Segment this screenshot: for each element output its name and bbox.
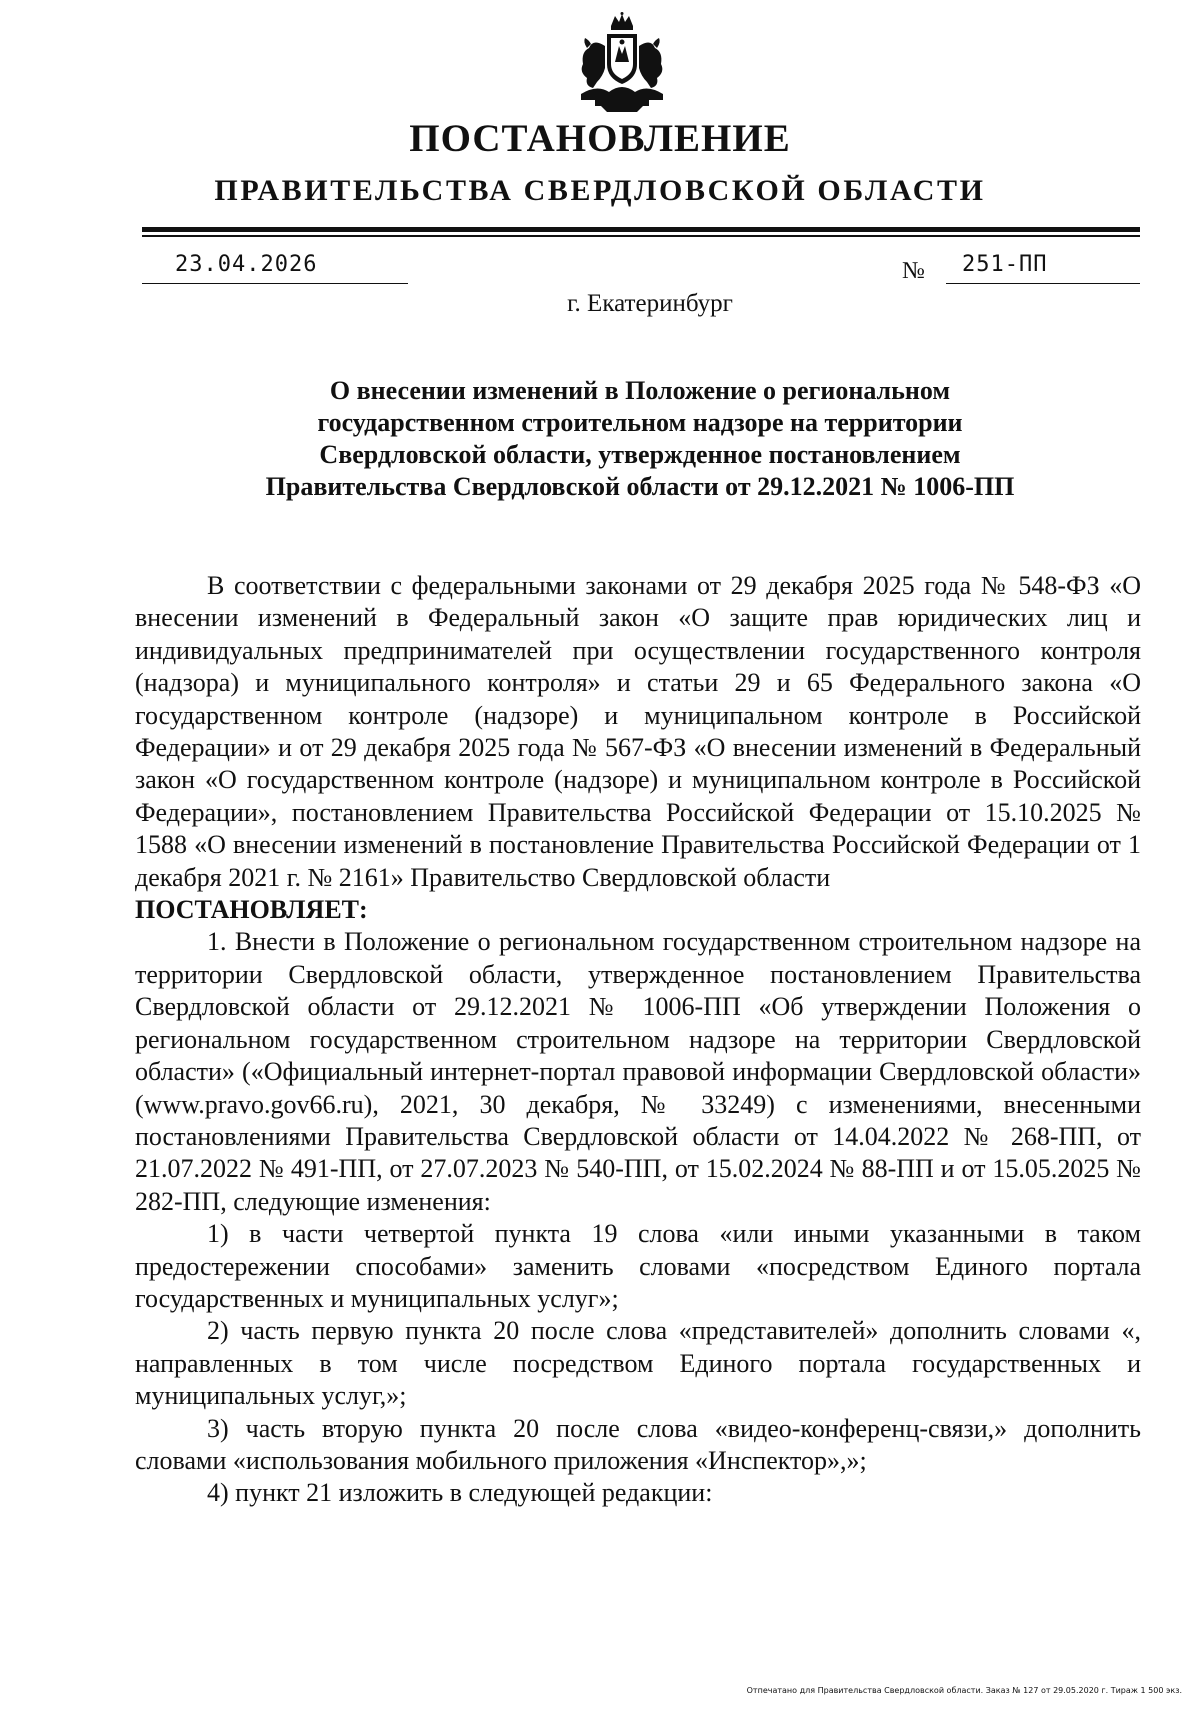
issuing-authority: ПРАВИТЕЛЬСТВА СВЕРДЛОВСКОЙ ОБЛАСТИ (214, 174, 986, 207)
print-note: Отпечатано для Правительства Свердловской области. Заказ № 127 от 29.05.2020 г. Тираж 1 500 экз. (746, 1686, 1182, 1695)
city-name: г. Екатеринбург (567, 290, 733, 317)
subitem-4-paragraph: 4) пункт 21 изложить в следующей редакции: (207, 1478, 713, 1508)
coat-of-arms-icon (567, 12, 677, 114)
heading-line: Правительства Свердловской области от 29.12.2021 № 1006-ПП (265, 472, 1015, 501)
header-divider-thick (142, 227, 1140, 232)
decree-keyword: ПОСТАНОВЛЯЕТ: (135, 895, 368, 925)
document-date: 23.04.2026 (175, 252, 318, 277)
heading-line: О внесении изменений в Положение о региональном (329, 376, 951, 405)
number-sign: № (902, 258, 925, 284)
subitem-3-paragraph: 3) часть вторую пункта 20 после слова «видео-конференц-связи,» дополнить словами «использования мобильного приложения «Инспектор»,»; (135, 1413, 1141, 1475)
document-type-title: ПОСТАНОВЛЕНИЕ (409, 117, 791, 160)
date-underline (142, 283, 408, 284)
subitem-2-paragraph: 2) часть первую пункта 20 после слова «представителей» дополнить словами «, направленных в том числе посредством Единого портала государственных и муниципальных услуг,»; (135, 1316, 1141, 1411)
item-1-paragraph: 1. Внести в Положение о региональном государственном строительном надзоре на территории Свердловской области, утвержденное постановлением Правительства Свердловской области от 29.12.2021 № 1006-ПП «Об утверждении Положения о региональном государственном строительном надзоре на территории Свердловской области» («Официальный интернет-портал правовой информации Свердловской области» (www.pravo.gov66.ru), 2021, 30 декабря, № 33249) с изменениями, внесенными постановлениями Правительства Свердловской области от 14.04.2022 № 268-ПП, от 21.07.2022 № 491-ПП, от 27.07.2023 № 540-ПП, от 15.02.2024 № 88-ПП и от 15.05.2025 № 282-ПП, следующие изменения: (135, 927, 1141, 1216)
heading-line: государственном строительном надзоре на территории (317, 408, 963, 437)
document-heading (140, 375, 1140, 503)
header-divider-thin (142, 235, 1140, 237)
number-underline (946, 283, 1140, 284)
subitem-1-paragraph: 1) в части четвертой пункта 19 слова «или иными указанными в таком предостережении способами» заменить словами «посредством Единого портала государственных и муниципальных услуг»; (135, 1219, 1141, 1313)
preamble-paragraph: В соответствии с федеральными законами от 29 декабря 2025 года № 548-ФЗ «О внесении изменений в Федеральный закон «О защите прав юридических лиц и индивидуальных предпринимателей при осуществлении государственного контроля (надзора) и муниципального контроля» и статьи 29 и 65 Федерального закона «О государственном контроле (надзоре) и муниципальном контроле в Российской Федерации» и от 29 декабря 2025 года № 567-ФЗ «О внесении изменений в Федеральный закон «О государственном контроле (надзоре) и муниципальном контроле в Российской Федерации», постановлением Правительства Российской Федерации от 15.10.2025 № 1588 «О внесении изменений в постановление Правительства Российской Федерации от 1 декабря 2021 г. № 2161» Правительство Свердловской области (135, 571, 1141, 892)
document-number: 251-ПП (962, 252, 1048, 277)
document-body (135, 570, 1141, 1510)
heading-line: Свердловской области, утвержденное постановлением (319, 440, 961, 469)
